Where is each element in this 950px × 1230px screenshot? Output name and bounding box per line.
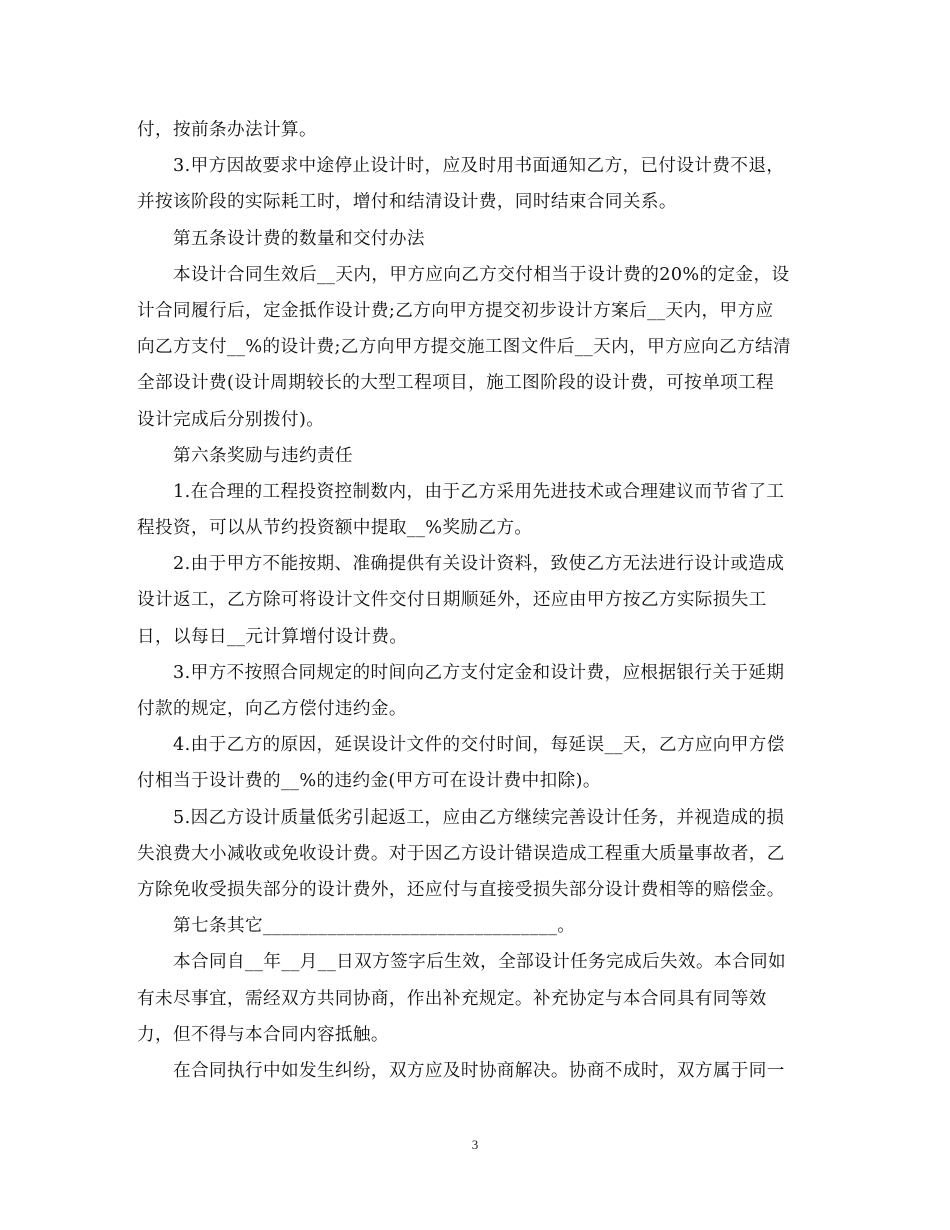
- text-line: 第七条其它________________________________。: [173, 916, 576, 937]
- text-line: 程投资，可以从节约投资额中提取__%奖励乙方。: [137, 518, 533, 539]
- text-line: 失浪费大小减收或免收设计费。对于因乙方设计错误造成工程重大质量事故者，乙: [137, 843, 785, 864]
- text-line: 1.在合理的工程投资控制数内，由于乙方采用先进技术或合理建议而节省了工: [173, 481, 785, 502]
- text-line: 本合同自__年__月__日双方签字后生效，全部设计任务完成后失效。本合同如: [173, 952, 786, 973]
- text-line: 设计完成后分别拨付)。: [137, 409, 325, 430]
- text-line: 日，以每日__元计算增付设计费。: [137, 626, 408, 647]
- text-line: 并按该阶段的实际耗工时，增付和结清设计费，同时结束合同关系。: [137, 192, 677, 213]
- text-line: 2.由于甲方不能按期、准确提供有关设计资料，致使乙方无法进行设计或造成: [173, 554, 785, 575]
- text-line: 付相当于设计费的__%的违约金(甲方可在设计费中扣除)。: [137, 771, 601, 792]
- text-line: 3.甲方因故要求中途停止设计时，应及时用书面通知乙方，已付设计费不退，: [173, 156, 785, 177]
- body-text: [137, 112, 814, 1089]
- text-line: 全部设计费(设计周期较长的大型工程项目，施工图阶段的设计费，可按单项工程: [137, 373, 775, 394]
- text-line: 第五条设计费的数量和交付办法: [173, 228, 425, 249]
- text-line: 付，按前条办法计算。: [137, 120, 317, 140]
- text-line: 付款的规定，向乙方偿付违约金。: [137, 699, 407, 719]
- text-line: 本设计合同生效后__天内，甲方应向乙方交付相当于设计费的20%的定金，设: [173, 264, 790, 285]
- text-line: 4.由于乙方的原因，延误设计文件的交付时间，每延误__天，乙方应向甲方偿: [173, 735, 785, 756]
- text-line: 5.因乙方设计质量低劣引起返工，应由乙方继续完善设计任务，并视造成的损: [173, 807, 785, 828]
- text-line: 第六条奖励与违约责任: [173, 445, 353, 466]
- text-line: 计合同履行后，定金抵作设计费;乙方向甲方提交初步设计方案后__天内，甲方应: [137, 300, 774, 321]
- page-number: 3: [471, 1137, 479, 1152]
- text-line: 向乙方支付__%的设计费;乙方向甲方提交施工图文件后__天内，甲方应向乙方结清: [137, 337, 792, 358]
- text-line: 设计返工，乙方除可将设计文件交付日期顺延外，还应由甲方按乙方实际损失工: [137, 590, 767, 611]
- text-line: 力，但不得与本合同内容抵触。: [137, 1024, 389, 1045]
- text-line: 在合同执行中如发生纠纷，双方应及时协商解决。协商不成时，双方属于同一: [173, 1060, 785, 1081]
- text-line: 3.甲方不按照合同规定的时间向乙方支付定金和设计费，应根据银行关于延期: [173, 662, 785, 683]
- text-line: 方除免收受损失部分的设计费外，还应付与直接受损失部分设计费相等的赔偿金。: [137, 879, 785, 900]
- text-line: 有未尽事宜，需经双方共同协商，作出补充规定。补充协定与本合同具有同等效: [137, 988, 767, 1009]
